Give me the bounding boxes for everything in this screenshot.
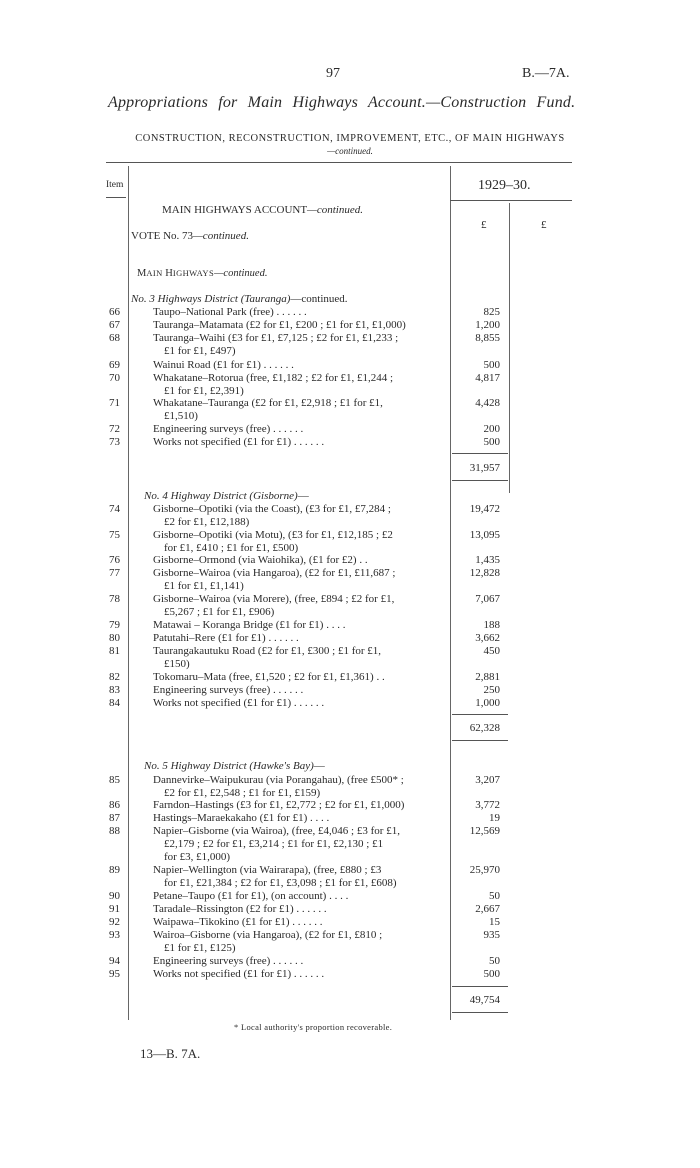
subtotal-rule — [452, 1012, 508, 1013]
item-number: 80 — [109, 632, 120, 644]
item-description: Whakatane–Rotorua (free, £1,182 ; £2 for £1, £1,244 ; £1 for £1, £2,391) — [153, 372, 394, 397]
item-amount: 935 — [483, 929, 500, 941]
subtotal-rule — [452, 480, 508, 481]
item-number: 88 — [109, 825, 120, 837]
item-number: 66 — [109, 306, 120, 318]
account-heading: MAIN HIGHWAYS ACCOUNT—continued. — [162, 204, 363, 216]
item-number: 81 — [109, 645, 120, 657]
year-column-header: 1929–30. — [478, 178, 531, 193]
item-number: 84 — [109, 697, 120, 709]
item-amount: 7,067 — [475, 593, 500, 605]
item-number: 92 — [109, 916, 120, 928]
item-number: 71 — [109, 397, 120, 409]
item-description: Wainui Road (£1 for £1) . . . . . . — [153, 359, 294, 371]
item-amount: 500 — [483, 436, 500, 448]
item-number: 75 — [109, 529, 120, 541]
district-total: 49,754 — [469, 994, 500, 1006]
item-amount: 450 — [483, 645, 500, 657]
item-description: Gisborne–Wairoa (via Morere), (free, £894 ; £2 for £1, £5,267 ; £1 for £1, £906) — [153, 593, 395, 618]
item-description: Works not specified (£1 for £1) . . . . . . — [153, 968, 325, 980]
item-column-header: Item — [106, 180, 124, 190]
item-amount: 3,207 — [475, 774, 500, 786]
item-description: Engineering surveys (free) . . . . . . — [153, 684, 304, 696]
item-amount: 19,472 — [469, 503, 500, 515]
item-amount: 2,881 — [475, 671, 500, 683]
item-number: 70 — [109, 372, 120, 384]
item-description: Gisborne–Ormond (via Waiohika), (£1 for £2) . . — [153, 554, 368, 566]
item-amount: 2,667 — [475, 903, 500, 915]
item-number: 78 — [109, 593, 120, 605]
item-header-rule — [106, 197, 126, 198]
item-amount: 500 — [483, 968, 500, 980]
item-number: 74 — [109, 503, 120, 515]
amount-column-divider-mid — [509, 203, 510, 493]
item-amount: 188 — [483, 619, 500, 631]
item-description: Farndon–Hastings (£3 for £1, £2,772 ; £2 for £1, £1,000) — [153, 799, 405, 811]
footnote: * Local authority's proportion recoverable. — [234, 1022, 393, 1032]
item-description: Gisborne–Wairoa (via Hangaroa), (£2 for £1, £11,687 ; £1 for £1, £1,141) — [153, 567, 396, 592]
item-number: 85 — [109, 774, 120, 786]
item-number: 79 — [109, 619, 120, 631]
item-amount: 12,569 — [469, 825, 500, 837]
item-description: Engineering surveys (free) . . . . . . — [153, 423, 304, 435]
item-number: 91 — [109, 903, 120, 915]
subtotal-rule — [452, 740, 508, 741]
item-number: 89 — [109, 864, 120, 876]
item-amount: 4,817 — [475, 372, 500, 384]
item-number: 68 — [109, 332, 120, 344]
item-amount: 250 — [483, 684, 500, 696]
item-description: Tauranga–Matamata (£2 for £1, £200 ; £1 for £1, £1,000) — [153, 319, 406, 331]
item-amount: 25,970 — [469, 864, 500, 876]
item-number: 94 — [109, 955, 120, 967]
item-description: Works not specified (£1 for £1) . . . . . . — [153, 436, 325, 448]
item-description: Taupo–National Park (free) . . . . . . — [153, 306, 307, 318]
item-description: Waipawa–Tikokino (£1 for £1) . . . . . . — [153, 916, 323, 928]
item-number: 86 — [109, 799, 120, 811]
item-number: 87 — [109, 812, 120, 824]
item-amount: 19 — [489, 812, 500, 824]
item-amount: 3,662 — [475, 632, 500, 644]
item-amount: 8,855 — [475, 332, 500, 344]
item-description: Hastings–Maraekakaho (£1 for £1) . . . . — [153, 812, 330, 824]
item-description: Matawai – Koranga Bridge (£1 for £1) . . . . — [153, 619, 346, 631]
item-description: Napier–Gisborne (via Wairoa), (free, £4,046 ; £3 for £1, £2,179 ; £2 for £1, £3,214 ; £1 for £1, £2,130 ; £1 for £3, £1,000) — [153, 825, 400, 863]
amount-column-divider-left — [450, 166, 451, 1020]
item-amount: 1,000 — [475, 697, 500, 709]
vote-heading: VOTE No. 73—continued. — [131, 230, 249, 242]
subtotal-rule — [452, 986, 508, 987]
item-number: 67 — [109, 319, 120, 331]
item-description: Engineering surveys (free) . . . . . . — [153, 955, 304, 967]
printer-signature: 13—B. 7A. — [140, 1046, 201, 1061]
item-amount: 500 — [483, 359, 500, 371]
item-number: 90 — [109, 890, 120, 902]
item-amount: 3,772 — [475, 799, 500, 811]
item-amount: 1,435 — [475, 554, 500, 566]
item-number: 82 — [109, 671, 120, 683]
item-amount: 1,200 — [475, 319, 500, 331]
table-top-rule — [106, 162, 572, 163]
district-total: 62,328 — [469, 722, 500, 734]
item-description: Works not specified (£1 for £1) . . . . . . — [153, 697, 325, 709]
item-number: 73 — [109, 436, 120, 448]
subtotal-rule — [452, 453, 508, 454]
item-description: Tauranga–Waihi (£3 for £1, £7,125 ; £2 for £1, £1,233 ; £1 for £1, £497) — [153, 332, 399, 357]
district-heading: No. 4 Highway District (Gisborne)— — [144, 490, 309, 502]
item-description: Dannevirke–Waipukurau (via Porangahau), (free £500* ; £2 for £1, £2,548 ; £1 for £1, £159) — [153, 774, 404, 799]
section-subtitle-continued: —continued. — [327, 146, 373, 156]
section-subtitle: CONSTRUCTION, RECONSTRUCTION, IMPROVEMENT, ETC., OF MAIN HIGHWAYS — [135, 133, 565, 144]
district-total: 31,957 — [469, 462, 500, 474]
item-number: 72 — [109, 423, 120, 435]
item-description: Napier–Wellington (via Wairarapa), (free, £880 ; £3 for £1, £21,384 ; £2 for £1, £3,098 ; £1 for £1, £608) — [153, 864, 397, 889]
item-amount: 825 — [483, 306, 500, 318]
item-amount: 200 — [483, 423, 500, 435]
item-amount: 4,428 — [475, 397, 500, 409]
item-amount: 13,095 — [469, 529, 500, 541]
item-amount: 50 — [489, 955, 500, 967]
subtotal-rule — [452, 714, 508, 715]
item-description: Petane–Taupo (£1 for £1), (on account) . . . . — [153, 890, 349, 902]
item-description: Taradale–Rissington (£2 for £1) . . . . . . — [153, 903, 327, 915]
item-column-divider — [128, 166, 129, 1020]
item-description: Whakatane–Tauranga (£2 for £1, £2,918 ; £1 for £1, £1,510) — [153, 397, 383, 422]
item-amount: 15 — [489, 916, 500, 928]
item-description: Gisborne–Opotiki (via Motu), (£3 for £1, £12,185 ; £2 for £1, £410 ; £1 for £1, £500) — [153, 529, 393, 554]
item-number: 69 — [109, 359, 120, 371]
item-amount: 12,828 — [469, 567, 500, 579]
main-highways-heading: MAIN HIGHWAYS—continued. — [137, 268, 268, 279]
page-number: 97 — [326, 66, 340, 81]
item-description: Patutahi–Rere (£1 for £1) . . . . . . — [153, 632, 299, 644]
item-amount: 50 — [489, 890, 500, 902]
pound-sign-col1: £ — [481, 219, 487, 231]
page-title: Appropriations for Main Highways Account.—Construction Fund. — [108, 94, 576, 111]
item-number: 95 — [109, 968, 120, 980]
item-description: Wairoa–Gisborne (via Hangaroa), (£2 for £1, £810 ; £1 for £1, £125) — [153, 929, 383, 954]
item-description: Tokomaru–Mata (free, £1,520 ; £2 for £1, £1,361) . . — [153, 671, 385, 683]
pound-sign-col2: £ — [541, 219, 547, 231]
document-reference: B.—7A. — [522, 66, 570, 81]
item-number: 76 — [109, 554, 120, 566]
item-number: 93 — [109, 929, 120, 941]
item-number: 83 — [109, 684, 120, 696]
item-number: 77 — [109, 567, 120, 579]
district-heading: No. 3 Highways District (Tauranga)—continued. — [131, 293, 348, 305]
item-description: Taurangakautuku Road (£2 for £1, £300 ; £1 for £1, £150) — [153, 645, 382, 670]
year-header-rule — [450, 200, 572, 201]
district-heading: No. 5 Highway District (Hawke's Bay)— — [144, 760, 325, 772]
item-description: Gisborne–Opotiki (via the Coast), (£3 for £1, £7,284 ; £2 for £1, £12,188) — [153, 503, 391, 528]
